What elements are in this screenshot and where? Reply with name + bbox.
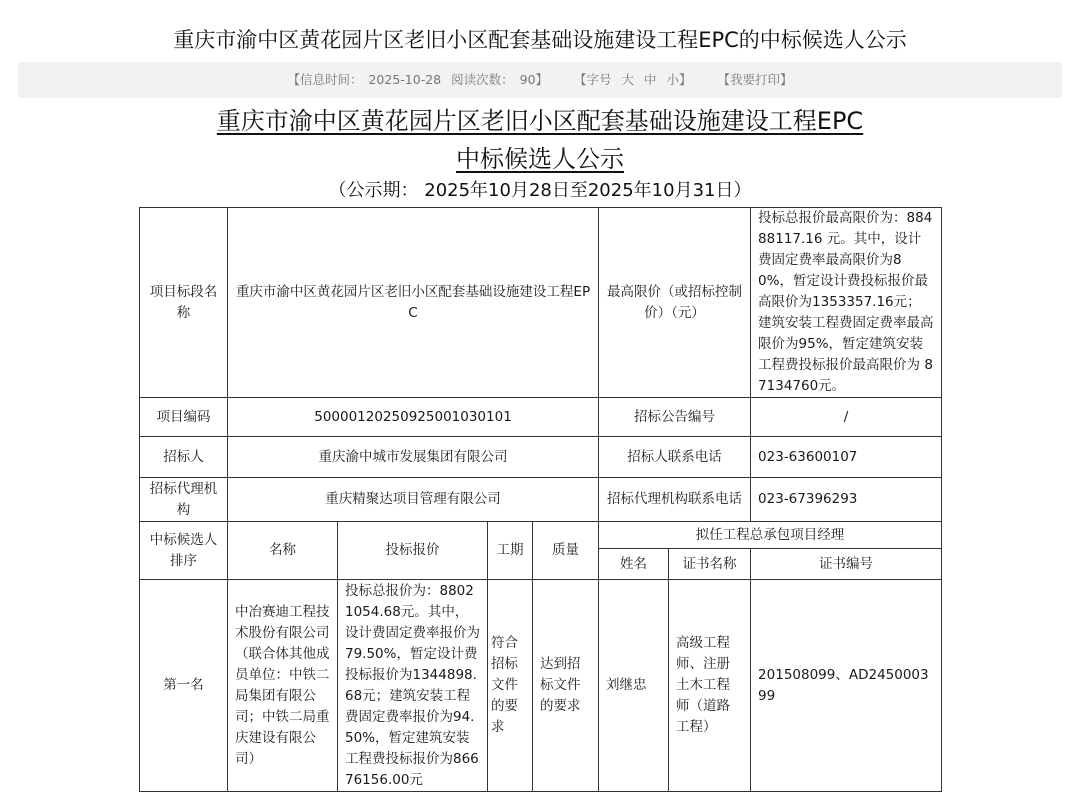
project-name-label: 项目标段名称 (140, 208, 228, 398)
project-code: 500001202509250010301​01 (228, 398, 599, 437)
header-bid: 投标报价 (338, 522, 488, 580)
doc-title-line2: 中标候选人公示 (456, 145, 624, 173)
table-row (140, 398, 942, 437)
page-title: 重庆市渝中区黄花园片区老旧小区配套基础设施建设工程EPC的中标候选人公示 (173, 28, 907, 52)
candidate-rank: 第一名 (140, 580, 228, 792)
tenderer-phone-label: 招标人联系电话 (599, 437, 751, 478)
max-price-value: 投标总报价最高限价为：88488117.16 元。其中，设计费固定费率最高限价为80%，暂定设计费投标报价最高限价为1353357.16元；建筑安装工程费固定费率最高限价为95%，暂定建筑安装工程费投标报价最高限价为 87134760元。 (751, 208, 942, 398)
table-row (140, 437, 942, 478)
table-row (140, 580, 942, 792)
print-link[interactable]: 【我要打印】 (717, 72, 793, 87)
header-pm-name: 姓名 (599, 549, 669, 580)
info-time-label: 【信息时间： (287, 72, 363, 87)
read-count: 90】 (519, 72, 549, 87)
candidate-cert-no: 201508099、AD245000399 (751, 580, 942, 792)
tenderer: 重庆渝中城市发展集团有限公司 (228, 437, 599, 478)
bid-info-table (139, 207, 942, 792)
header-quality: 质量 (533, 522, 599, 580)
agency: 重庆精聚达项目管理有限公司 (228, 478, 599, 522)
project-name: 重庆市渝中区黄花园片区老旧小区配套基础设施建设工程EPC (228, 208, 599, 398)
header-cert-name: 证书名称 (669, 549, 751, 580)
candidate-bid: 投标总报价为：88021054.68元。其中，设计费固定费率报价为79.50%，暂定设计费投标报价为1344898.68元；建筑安装工程费固定费率报价为94.50%，暂定建筑安装工程费投标报价为86676156.00元 (338, 580, 488, 792)
header-pm-group: 拟任工程总承包项目经理 (599, 522, 942, 549)
header-duration: 工期 (488, 522, 533, 580)
font-size-label: 【字号 (574, 72, 612, 87)
agency-phone-label: 招标代理机构联系电话 (599, 478, 751, 522)
table-row (140, 478, 942, 522)
table-row (140, 208, 942, 398)
project-code-label: 项目编码 (140, 398, 228, 437)
agency-label: 招标代理机构 (140, 478, 228, 522)
publish-date: 2025-10-28 (368, 72, 442, 87)
tenderer-phone: 023-63600107 (751, 437, 942, 478)
publicity-period: （公示期： 2025年10月28日至2025年10月31日） (328, 180, 752, 201)
tenderer-label: 招标人 (140, 437, 228, 478)
table-header-row (140, 522, 942, 549)
font-size-large-link[interactable]: 大 (621, 72, 635, 87)
candidate-duration: 符合招标文件的要求 (488, 580, 533, 792)
agency-phone: 023-67396293 (751, 478, 942, 522)
candidate-pm-name: 刘继忠 (599, 580, 669, 792)
max-price-label: 最高限价（或招标控制价）（元） (599, 208, 751, 398)
notice-no: / (751, 398, 942, 437)
font-size-small-link[interactable]: 小】 (666, 72, 692, 87)
candidate-cert-name: 高级工程师、注册土木工程师（道路工程） (669, 580, 751, 792)
header-cert-no: 证书编号 (751, 549, 942, 580)
meta-bar (18, 62, 1062, 98)
header-name: 名称 (228, 522, 338, 580)
candidate-name: 中冶赛迪工程技术股份有限公司（联合体其他成员单位：中铁二局集团有限公司；中铁二局重庆建设有限公司） (228, 580, 338, 792)
notice-no-label: 招标公告编号 (599, 398, 751, 437)
candidate-quality: 达到招标文件的要求 (533, 580, 599, 792)
read-count-label: 阅读次数： (451, 72, 514, 87)
header-rank: 中标候选人排序 (140, 522, 228, 580)
doc-title-line1: 重庆市渝中区黄花园片区老旧小区配套基础设施建设工程EPC (216, 107, 864, 135)
font-size-medium-link[interactable]: 中 (644, 72, 657, 87)
